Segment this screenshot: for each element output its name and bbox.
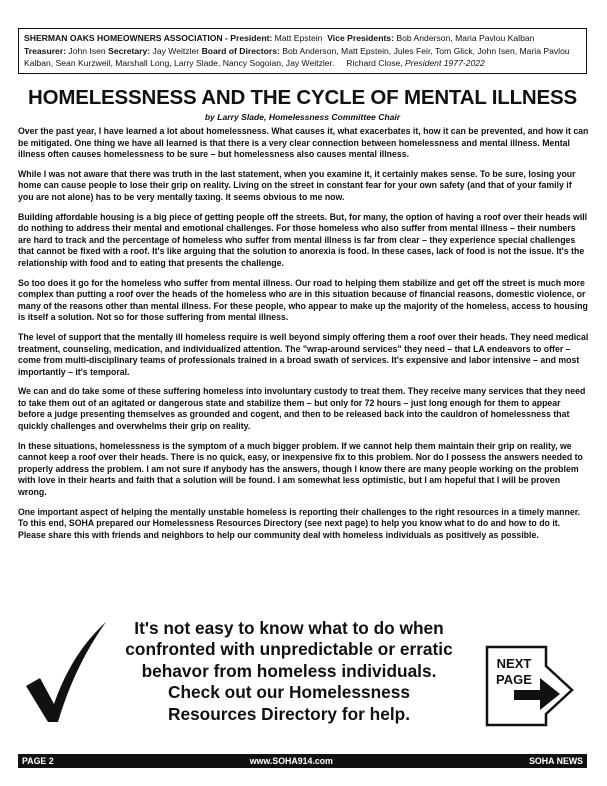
founder-title: President 1977-2022 bbox=[405, 58, 485, 69]
checkmark-icon bbox=[24, 620, 108, 724]
article-paragraph: We can and do take some of these suffering homeless into involuntary custody to treat them. They receive many services that they need to take them out of an agitated or dangerous state and stabilize them – but only for 72 hours – just long enough for them to appear before a judge presenting themselves as grounded and cogent, and then to be released back into the cauldron of homelessness that quickly challenges and overwhelms their grip on reality. bbox=[18, 386, 586, 432]
callout-line: behavor from homeless individuals. bbox=[141, 660, 437, 681]
article-title: HOMELESSNESS AND THE CYCLE OF MENTAL ILLNESS bbox=[28, 86, 577, 109]
next-label: NEXT bbox=[496, 656, 532, 671]
article-paragraph: The level of support that the mentally ill homeless require is well beyond simply offering them a roof over their heads. They need medical treatment, counseling, medication, and individualized attention. The "wrap-around services" they need – that LA endeavors to offer – come from multi-disciplinary teams of professionals trained in a broad swath of services. It's expensive and labor intensive – and most importantly – it's temporal. bbox=[18, 331, 589, 377]
callout-text bbox=[113, 618, 465, 725]
article-body bbox=[18, 126, 589, 549]
article-byline: by Larry Slade, Homelessness Committee Chair bbox=[204, 112, 401, 122]
article-paragraph: One important aspect of helping the mentally unstable homeless is reporting their challenges to the right resources in a timely manner. To this end, SOHA prepared our Homelessness Resources Directory (see next page) to help you know what to do and how to do it. Please share this with friends and neighbors to help our community deal with homeless individuals as positively as possible. bbox=[18, 506, 581, 540]
founder-name: Richard Close, bbox=[346, 58, 403, 69]
treasurer-label: Treasurer: bbox=[24, 45, 67, 56]
website-link[interactable]: www.SOHA914.com bbox=[249, 756, 333, 766]
callout-line: Resources Directory for help. bbox=[167, 703, 410, 724]
president-label: - President: bbox=[222, 33, 273, 43]
vp-names: Bob Anderson, Maria Pavlou Kalban bbox=[393, 33, 535, 43]
article-paragraph: Building affordable housing is a big piece of getting people off the streets. But, for many, the option of having a roof over their heads will do nothing to address their mental and emotional challenges. For those homeless who also suffer from mental illness – their numbers are hard to track and the percentage of homeless who suffer from mental illness is far from clear – they experience special challenges that cannot be fixed with a roof. It's like arguing that the solution to anorexia is food. In these cases, lack of food is not the issue. It's the relationship with food and to eating that presents the challenge. bbox=[18, 211, 588, 268]
treasurer-name: John Isen bbox=[66, 45, 106, 56]
article-paragraph: So too does it go for the homeless who suffer from mental illness. Our road to helping them stabilize and get off the street is much more complex than putting a roof over the heads of the homeless who are in this situation because of financial reasons, domestic violence, or many of the reasons other than mental illness. For these people, who appear to make up the majority of the homeless, access to housing is itself a solution. Not so for those suffering from mental illness. bbox=[18, 277, 588, 323]
secretary-name: Jay Weitzler bbox=[150, 45, 200, 56]
page-number: PAGE 2 bbox=[22, 756, 54, 766]
callout-line: Check out our Homelessness bbox=[167, 682, 410, 703]
article-paragraph: Over the past year, I have learned a lot about homelessness. What causes it, what exacerbates it, how it can be prevented, and how it can be mitigated. One thing we have all learned is that there is a very clear connection between homelessness and mental illness. Mental illness often causes homelessness to be sure – but homelessness also causes mental illness. bbox=[18, 126, 589, 160]
board-names: Bob Anderson, Matt Epstein, Jules Feir, Tom Glick, John Isen, Maria Pavlou Kalban, Sean Kurzweil, Marshall Long, Larry Slade, Nancy Sogoian, Jay Weitzler. bbox=[24, 45, 570, 69]
masthead bbox=[18, 28, 587, 74]
callout-line: confronted with unpredictable or erratic bbox=[125, 639, 453, 660]
article-paragraph: In these situations, homelessness is the symptom of a much bigger problem. If we cannot help them maintain their grip on reality, we cannot keep a roof over their heads. There is no quick, easy, or inexpensive fix to this problem. Nor do I possess the answers needed to properly address the problem. I am not sure if anybody has the answers, though I know there are many people working on the problem with love in their hearts and faith that a solution will be found. I am somewhat less optimistic, but I am hopeful that I will be proven wrong. bbox=[18, 440, 583, 498]
page-label: PAGE bbox=[496, 672, 532, 687]
board-label: Board of Directors: bbox=[201, 45, 280, 56]
publication-name: SOHA NEWS bbox=[529, 756, 583, 766]
resources-callout bbox=[18, 612, 587, 730]
org-name: SHERMAN OAKS HOMEOWNERS ASSOCIATION bbox=[24, 33, 223, 43]
secretary-label: Secretary: bbox=[108, 45, 151, 56]
callout-line: It's not easy to know what to do when bbox=[134, 618, 444, 638]
president-name: Matt Epstein bbox=[272, 33, 323, 43]
page-footer bbox=[18, 754, 587, 768]
vp-label: Vice Presidents: bbox=[327, 33, 394, 43]
article-paragraph: While I was not aware that there was truth in the last statement, when you examine it, it certainly makes sense. To be sure, losing your home can cause people to lose their grip on reality. Living on the street in constant fear for your own safety (and that of your family if you are not alone) has to be very mentally taxing. It seems obvious to me now. bbox=[18, 168, 576, 202]
next-page-arrow-icon[interactable] bbox=[484, 644, 576, 728]
